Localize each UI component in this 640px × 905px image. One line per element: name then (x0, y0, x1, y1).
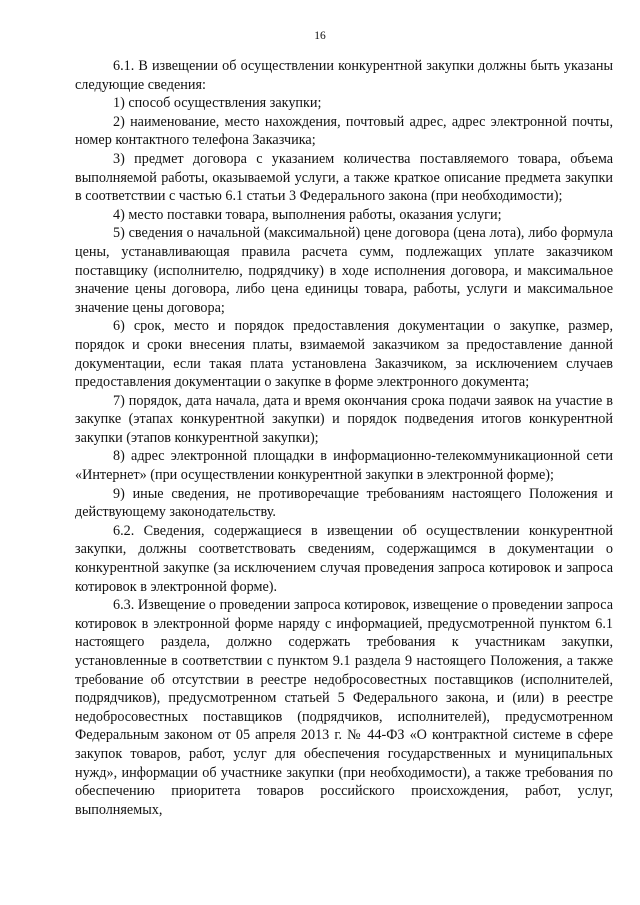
list-item-3: 3) предмет договора с указанием количества поставляемого товара, объема выполняемой работы, оказываемой услуги, а также краткое описание предмета закупки в соответствии с частью 6.1 статьи 3 Федерального закона (при необходимости); (75, 150, 613, 205)
list-item-6: 6) срок, место и порядок предоставления документации о закупке, размер, порядок и сроки внесения платы, взимаемой заказчиком за предоставление данной документации, если такая плата установлена Заказчиком, за исключением случаев предоставления документации о закупке в форме электронного документа; (75, 318, 613, 391)
list-item-8: 8) адрес электронной площадки в информационно-телекоммуникационной сети «Интернет» (при осуществлении конкурентной закупки в электронной форме); (75, 448, 613, 484)
list-item-2: 2) наименование, место нахождения, почтовый адрес, адрес электронной почты, номер контактного телефона Заказчика; (75, 113, 613, 149)
list-item-4: 4) место поставки товара, выполнения работы, оказания услуги; (113, 206, 502, 223)
page-number: 16 (314, 30, 326, 42)
paragraph-6-2: 6.2. Сведения, содержащиеся в извещении об осуществлении конкурентной закупки, должны соответствовать сведениям, содержащимся в документации о конкурентной закупке (за исключением случая проведения запроса котировок и запроса котировок в электронной форме). (75, 522, 613, 595)
list-item-5: 5) сведения о начальной (максимальной) цене договора (цена лота), либо формула цены, устанавливающая правила расчета сумм, подлежащих уплате заказчиком поставщику (исполнителю, подрядчику) в ходе исполнения договора, и максимальное значение цены договора, либо цена единицы товара, работы, услуги и максимальное значение цены договора; (75, 225, 613, 316)
paragraph-6-3: 6.3. Извещение о проведении запроса котировок, извещение о проведении запроса котировок в электронной форме наряду с информацией, предусмотренной пунктом 6.1 настоящего раздела, должно содержать требования к участникам закупки, установленные в соответствии с пунктом 9.1 раздела 9 настоящего Положения, а также требование об отсутствии в реестре недобросовестных поставщиков (исполнителей, подрядчиков), предусмотренном статьей 5 Федерального закона, и (или) в реестре недобросовестных поставщиков (подрядчиков, исполнителей), предусмотренном Федеральным законом от 05 апреля 2013 г. № 44-ФЗ «О контрактной системе в сфере закупок товаров, работ, услуг для обеспечения государственных и муниципальных нужд», информации об участнике закупки (при необходимости), а также требования по обеспечению приоритета товаров российского происхождения, работ, услуг, выполняемых, (75, 597, 613, 818)
list-item-1: 1) способ осуществления закупки; (113, 95, 322, 112)
list-item-9: 9) иные сведения, не противоречащие требованиям настоящего Положения и действующему законодательству. (75, 485, 613, 521)
document-body (75, 57, 613, 819)
paragraph-6-1: 6.1. В извещении об осуществлении конкурентной закупки должны быть указаны следующие сведения: (75, 58, 613, 93)
list-item-7: 7) порядок, дата начала, дата и время окончания срока подачи заявок на участие в закупке (этапах конкурентной закупки) и порядок подведения итогов конкурентной закупки (этапов конкурентной закупки); (75, 392, 613, 446)
